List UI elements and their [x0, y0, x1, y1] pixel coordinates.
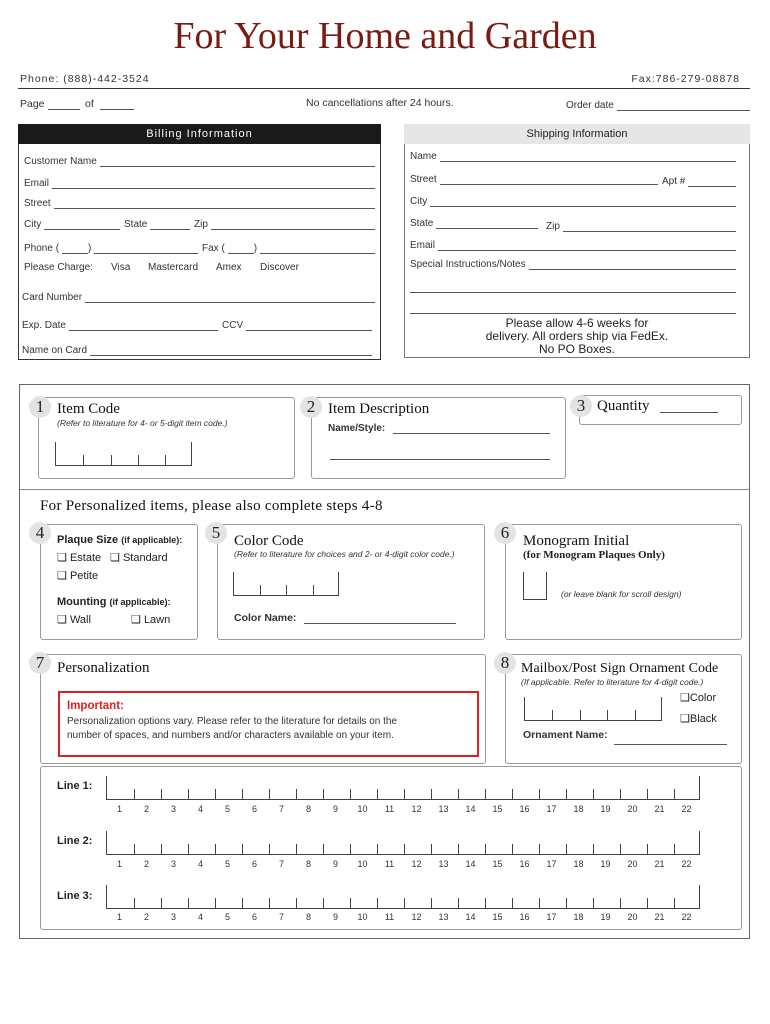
slot-tick — [647, 789, 648, 799]
slot-number: 15 — [492, 804, 503, 814]
slot-number: 7 — [278, 804, 284, 814]
slot-tick — [647, 898, 648, 908]
slot-tick — [377, 898, 378, 908]
slot-tick — [215, 898, 216, 908]
slot-tick — [242, 844, 243, 854]
slot-tick — [539, 844, 540, 854]
slot-tick — [269, 789, 270, 799]
card-option-amex[interactable]: Amex — [216, 262, 242, 273]
billing-street-field[interactable] — [24, 198, 375, 209]
slot-tick — [647, 844, 648, 854]
name-style-label: Name/Style: — [328, 423, 386, 434]
petite-option[interactable] — [57, 569, 98, 582]
mounting-label: Mounting — [57, 596, 107, 608]
slot-tick — [404, 844, 405, 854]
plaque-size-if: (if applicable): — [121, 535, 183, 545]
slot-tick — [242, 789, 243, 799]
color-name-label: Color Name: — [234, 612, 297, 624]
slot-tick — [620, 789, 621, 799]
item-code-hint: (Refer to literature for 4- or 5-digit item code.) — [57, 418, 228, 428]
page-total-field[interactable] — [100, 98, 134, 110]
monogram-title: Monogram Initial — [523, 533, 630, 549]
slot-tick — [539, 898, 540, 908]
slot-number: 9 — [332, 912, 338, 922]
slot-number: 16 — [519, 912, 530, 922]
card-option-discover[interactable]: Discover — [260, 262, 299, 273]
personalization-title: Personalization — [57, 660, 150, 676]
billing-state-label: State — [124, 219, 148, 230]
slot-number: 20 — [627, 912, 638, 922]
standard-label: Standard — [122, 552, 168, 564]
color-code-title: Color Code — [234, 533, 304, 549]
ornament-code-input[interactable] — [524, 697, 662, 721]
line1-input[interactable] — [106, 776, 700, 800]
slot-number: 7 — [278, 912, 284, 922]
fax-number: Fax:786-279-08878 — [631, 73, 740, 85]
step1-badge: 1 — [29, 396, 51, 418]
form-title: For Your Home and Garden — [173, 15, 597, 57]
slot-number: 13 — [438, 912, 449, 922]
slot-number: 11 — [384, 804, 395, 814]
item-code-title: Item Code — [57, 401, 120, 417]
slot-tick — [350, 789, 351, 799]
slot-number: 11 — [384, 912, 395, 922]
slot-tick — [161, 844, 162, 854]
item-description-title: Item Description — [328, 401, 430, 417]
slot-number: 8 — [305, 912, 311, 922]
card-number-label: Card Number — [22, 292, 83, 303]
slot-number: 15 — [492, 859, 503, 869]
slot-number: 17 — [546, 859, 557, 869]
slot-tick — [620, 844, 621, 854]
slot-tick — [161, 789, 162, 799]
mounting-if: (if applicable): — [109, 597, 171, 607]
card-option-visa[interactable]: Visa — [111, 262, 131, 273]
customer-name-label: Customer Name — [24, 156, 97, 167]
slot-number: 17 — [546, 912, 557, 922]
slot-number: 4 — [197, 804, 203, 814]
ornament-color-label: Color — [689, 692, 717, 704]
slot-tick — [377, 789, 378, 799]
page-number-field[interactable] — [48, 98, 80, 110]
slot-number: 2 — [143, 859, 149, 869]
quantity-title: Quantity — [597, 398, 650, 414]
ship-street-label: Street — [410, 174, 437, 185]
billing-zip-label: Zip — [194, 219, 208, 230]
wall-option[interactable] — [57, 613, 91, 626]
slot-number: 17 — [546, 804, 557, 814]
ship-state-label: State — [410, 218, 434, 229]
step3-badge: 3 — [570, 395, 592, 417]
slot-tick — [593, 898, 594, 908]
wall-label: Wall — [69, 614, 91, 626]
slot-tick — [593, 789, 594, 799]
quantity-input[interactable] — [660, 401, 718, 413]
slot-tick — [539, 789, 540, 799]
monogram-hint: (or leave blank for scroll design) — [561, 589, 682, 599]
please-charge-label: Please Charge: — [24, 262, 93, 273]
ornament-name-label: Ornament Name: — [523, 729, 608, 741]
slot-tick — [161, 898, 162, 908]
delivery-note-line2: delivery. All orders ship via FedEx. — [485, 329, 669, 343]
petite-label: Petite — [69, 570, 99, 582]
ornament-color-checkbox[interactable]: ❑ — [680, 692, 690, 704]
description-line-2[interactable] — [330, 459, 550, 460]
step5-badge: 5 — [205, 522, 227, 544]
slot-number: 19 — [600, 912, 611, 922]
slot-number: 8 — [305, 804, 311, 814]
slot-number: 5 — [224, 912, 230, 922]
slot-tick — [458, 844, 459, 854]
slot-tick — [323, 844, 324, 854]
slot-number: 18 — [573, 804, 584, 814]
order-date-label: Order date — [566, 100, 614, 111]
slot-tick — [620, 898, 621, 908]
slot-number: 21 — [654, 912, 665, 922]
ship-apt-field[interactable] — [662, 176, 736, 187]
slot-number: 16 — [519, 859, 530, 869]
slot-tick — [134, 789, 135, 799]
ccv-field[interactable] — [222, 320, 372, 331]
billing-zip-field[interactable] — [194, 219, 375, 230]
ornament-black-option[interactable] — [680, 712, 717, 725]
item-code-input[interactable] — [55, 442, 192, 466]
slot-number: 6 — [251, 859, 257, 869]
ship-street-field[interactable] — [410, 174, 658, 185]
order-date-field[interactable] — [566, 100, 750, 111]
slot-tick — [404, 789, 405, 799]
slot-number: 10 — [357, 804, 368, 814]
standard-checkbox[interactable]: ❑ — [110, 552, 120, 564]
plaque-size-heading — [57, 534, 182, 546]
slot-number: 5 — [224, 804, 230, 814]
ornament-black-checkbox[interactable]: ❑ — [680, 713, 690, 725]
slot-tick — [512, 898, 513, 908]
header-divider — [18, 88, 750, 89]
slot-number: 7 — [278, 859, 284, 869]
slot-number: 21 — [654, 859, 665, 869]
billing-fax-label: Fax ( — [202, 243, 225, 254]
ship-email-field[interactable] — [410, 240, 736, 251]
color-name-field[interactable] — [234, 612, 456, 624]
step4-badge: 4 — [29, 522, 51, 544]
wall-checkbox[interactable]: ❑ — [57, 614, 67, 626]
delivery-note-line1: Please allow 4-6 weeks for — [505, 316, 649, 330]
slot-tick — [134, 844, 135, 854]
exp-date-field[interactable] — [22, 320, 218, 331]
important-label: Important: — [67, 700, 124, 712]
step8-badge: 8 — [494, 652, 516, 674]
slot-number: 3 — [170, 912, 176, 922]
slot-tick — [215, 844, 216, 854]
shipping-header: Shipping Information — [404, 124, 750, 144]
slot-number: 12 — [411, 859, 422, 869]
delivery-note-line3: No PO Boxes. — [538, 342, 616, 356]
notes-line-2[interactable] — [410, 292, 736, 293]
name-on-card-label: Name on Card — [22, 345, 88, 356]
billing-fax-field[interactable]: Fax ( ) — [202, 243, 375, 254]
slot-tick — [404, 898, 405, 908]
slot-tick — [512, 789, 513, 799]
slot-tick — [269, 898, 270, 908]
ship-city-field[interactable] — [410, 196, 736, 207]
ship-name-label: Name — [410, 151, 437, 162]
slot-number: 3 — [170, 804, 176, 814]
slot-tick — [458, 898, 459, 908]
slot-tick — [566, 844, 567, 854]
slot-number: 1 — [116, 859, 122, 869]
slot-number: 8 — [305, 859, 311, 869]
slot-tick — [188, 789, 189, 799]
billing-city-label: City — [24, 219, 42, 230]
slot-number: 12 — [411, 912, 422, 922]
ship-name-field[interactable] — [410, 151, 736, 162]
important-text — [67, 715, 397, 743]
lawn-checkbox[interactable]: ❑ — [131, 614, 141, 626]
ornament-black-label: Black — [689, 713, 717, 725]
billing-phone-label: Phone ( — [24, 243, 60, 254]
ship-city-label: City — [410, 196, 428, 207]
slot-tick — [188, 844, 189, 854]
step7-badge: 7 — [29, 652, 51, 674]
of-label: of — [85, 98, 94, 110]
petite-checkbox[interactable]: ❑ — [57, 570, 67, 582]
slot-number: 6 — [251, 912, 257, 922]
line3-label: Line 3: — [57, 890, 93, 902]
important-text-line1: Personalization options vary. Please refer to the literature for details on the — [67, 716, 397, 727]
billing-email-field[interactable] — [24, 178, 375, 189]
slot-number: 18 — [573, 912, 584, 922]
standard-option[interactable] — [110, 551, 168, 564]
plaque-size-label: Plaque Size — [57, 534, 119, 546]
slot-tick — [458, 789, 459, 799]
name-style-field[interactable] — [328, 423, 550, 434]
ornament-code-hint: (If applicable. Refer to literature for 4-digit code.) — [521, 677, 704, 687]
slot-tick — [242, 898, 243, 908]
ship-apt-label: Apt # — [662, 176, 686, 187]
page-label: Page — [20, 98, 45, 110]
billing-header: Billing Information — [18, 124, 381, 144]
card-option-mastercard[interactable]: Mastercard — [148, 262, 199, 273]
ship-email-label: Email — [410, 240, 436, 251]
line1-label: Line 1: — [57, 780, 93, 792]
personalized-note: For Personalized items, please also complete steps 4-8 — [40, 498, 383, 514]
slot-tick — [593, 844, 594, 854]
exp-date-label: Exp. Date — [22, 320, 66, 331]
line3-input[interactable] — [106, 885, 700, 909]
slot-number: 2 — [143, 804, 149, 814]
slot-number: 14 — [465, 804, 476, 814]
ornament-code-title: Mailbox/Post Sign Ornament Code — [521, 661, 719, 676]
card-number-field[interactable] — [22, 292, 375, 303]
slot-tick — [215, 789, 216, 799]
slot-number: 13 — [438, 804, 449, 814]
slot-tick — [134, 898, 135, 908]
slot-tick — [566, 898, 567, 908]
slot-number: 21 — [654, 804, 665, 814]
slot-tick — [296, 789, 297, 799]
ornament-name-field[interactable] — [523, 729, 727, 741]
slot-number: 22 — [681, 804, 692, 814]
slot-number: 22 — [681, 859, 692, 869]
slot-number: 9 — [332, 859, 338, 869]
billing-street-label: Street — [24, 198, 51, 209]
customer-name-field[interactable] — [24, 156, 375, 167]
ship-zip-label: Zip — [546, 221, 560, 232]
slot-tick — [485, 898, 486, 908]
color-code-hint: (Refer to literature for choices and 2- or 4-digit color code.) — [234, 549, 455, 559]
slot-number: 12 — [411, 804, 422, 814]
slot-tick — [431, 898, 432, 908]
slot-number: 1 — [116, 912, 122, 922]
slot-number: 20 — [627, 804, 638, 814]
slot-tick — [296, 844, 297, 854]
slot-number: 19 — [600, 804, 611, 814]
slot-number: 13 — [438, 859, 449, 869]
phone-number: Phone: (888)-442-3524 — [20, 73, 150, 85]
slot-tick — [512, 844, 513, 854]
slot-number: 22 — [681, 912, 692, 922]
slot-number: 14 — [465, 859, 476, 869]
slot-tick — [188, 898, 189, 908]
important-text-line2: number of spaces, and numbers and/or characters available on your item. — [67, 730, 394, 741]
billing-state-field[interactable] — [124, 219, 190, 230]
line2-input[interactable] — [106, 831, 700, 855]
slot-number: 2 — [143, 912, 149, 922]
estate-checkbox[interactable]: ❑ — [57, 552, 67, 564]
estate-option[interactable] — [57, 551, 101, 564]
slot-number: 16 — [519, 804, 530, 814]
estate-label: Estate — [69, 552, 102, 564]
slot-number: 5 — [224, 859, 230, 869]
slot-tick — [674, 844, 675, 854]
ship-state-field[interactable] — [410, 218, 538, 229]
special-instructions-label: Special Instructions/Notes — [410, 259, 526, 270]
slot-number: 18 — [573, 859, 584, 869]
slot-tick — [674, 898, 675, 908]
slot-tick — [431, 844, 432, 854]
slot-tick — [485, 789, 486, 799]
ornament-color-option[interactable] — [680, 691, 716, 704]
slot-tick — [431, 789, 432, 799]
notes-line-3[interactable] — [410, 313, 736, 314]
ship-zip-field[interactable] — [546, 221, 736, 232]
line2-label: Line 2: — [57, 835, 93, 847]
slot-tick — [323, 789, 324, 799]
color-code-input[interactable] — [233, 572, 339, 596]
slot-tick — [566, 789, 567, 799]
personalized-divider — [20, 489, 750, 490]
billing-city-field[interactable] — [24, 219, 120, 230]
slot-number: 4 — [197, 859, 203, 869]
cancellation-note: No cancellations after 24 hours. — [306, 97, 454, 109]
slot-number: 4 — [197, 912, 203, 922]
lawn-option[interactable] — [131, 613, 170, 626]
slot-number: 19 — [600, 859, 611, 869]
slot-number: 15 — [492, 912, 503, 922]
mounting-heading — [57, 596, 171, 608]
billing-email-label: Email — [24, 178, 50, 189]
slot-number: 14 — [465, 912, 476, 922]
slot-number: 20 — [627, 859, 638, 869]
slot-number: 6 — [251, 804, 257, 814]
name-on-card-field[interactable] — [22, 345, 372, 356]
slot-number: 3 — [170, 859, 176, 869]
slot-number: 10 — [357, 859, 368, 869]
billing-phone-field[interactable]: Phone ( ) — [24, 243, 198, 254]
slot-tick — [296, 898, 297, 908]
special-instructions-field[interactable] — [410, 259, 736, 270]
delivery-note — [404, 317, 750, 356]
slot-tick — [269, 844, 270, 854]
ccv-label: CCV — [222, 320, 244, 331]
slot-number: 11 — [384, 859, 395, 869]
slot-number: 10 — [357, 912, 368, 922]
step2-badge: 2 — [300, 396, 322, 418]
slot-tick — [674, 789, 675, 799]
slot-number: 9 — [332, 804, 338, 814]
step6-badge: 6 — [494, 522, 516, 544]
slot-tick — [350, 844, 351, 854]
lawn-label: Lawn — [143, 614, 171, 626]
slot-tick — [485, 844, 486, 854]
slot-tick — [377, 844, 378, 854]
slot-tick — [323, 898, 324, 908]
slot-tick — [350, 898, 351, 908]
slot-number: 1 — [116, 804, 122, 814]
monogram-input[interactable] — [523, 572, 547, 600]
monogram-subtitle: (for Monogram Plaques Only) — [523, 549, 665, 561]
